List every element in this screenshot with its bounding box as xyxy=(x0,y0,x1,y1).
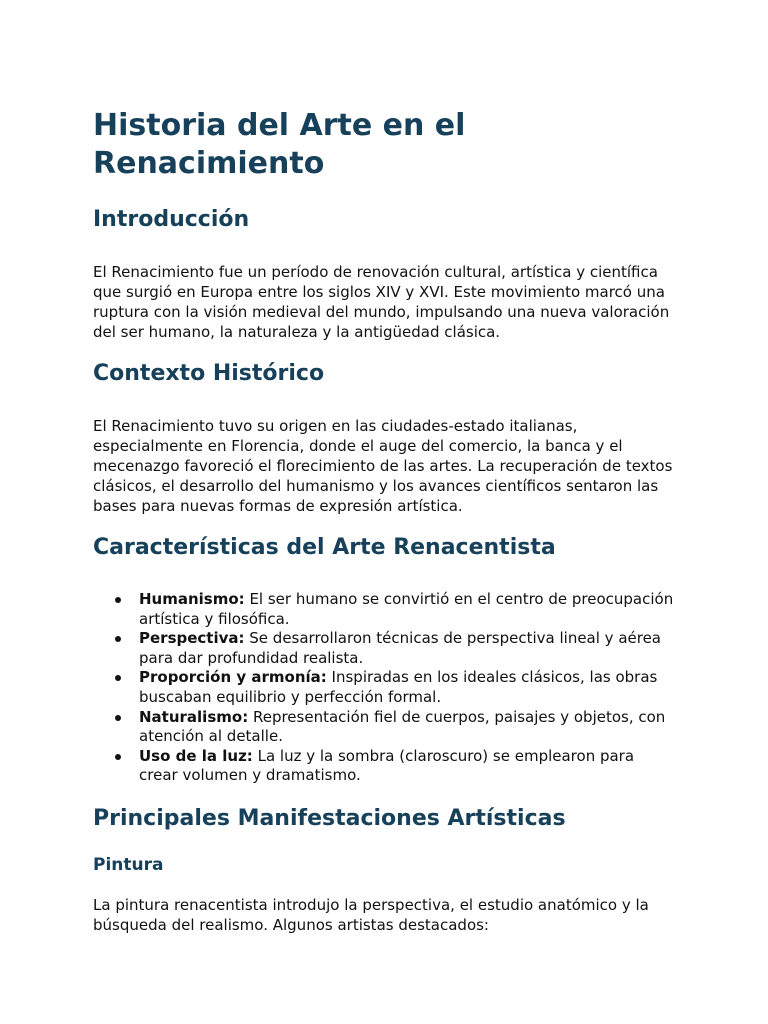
list-item xyxy=(93,629,676,668)
list-item xyxy=(93,590,676,629)
characteristics-list xyxy=(93,590,676,786)
subsection-heading-painting: Pintura xyxy=(93,854,164,875)
list-item-text: Se desarrollaron técnicas de perspectiva lineal y aérea para dar profundidad realista. xyxy=(139,629,661,667)
list-item-term: Humanismo: xyxy=(139,590,245,608)
list-item-term: Uso de la luz: xyxy=(139,746,253,765)
list-item xyxy=(93,708,676,747)
document-title: Historia del Arte en el Renacimiento xyxy=(93,108,466,181)
list-item-term: Naturalismo: xyxy=(139,707,249,726)
list-item-text: Representación fiel de cuerpos, paisajes y objetos, con atención al detalle. xyxy=(139,707,666,746)
section-heading-manifestations: Principales Manifestaciones Artísticas xyxy=(93,805,566,831)
list-item xyxy=(93,747,676,786)
list-item xyxy=(93,668,676,707)
painting-paragraph: La pintura renacentista introdujo la perspectiva, el estudio anatómico y la búsqueda del realismo. Algunos artistas destacados: xyxy=(93,895,649,934)
list-item-text: La luz y la sombra (claroscuro) se emplearon para crear volumen y dramatismo. xyxy=(139,746,635,785)
section-heading-characteristics: Características del Arte Renacentista xyxy=(93,535,556,560)
section-heading-context: Contexto Histórico xyxy=(93,361,325,386)
list-item-text: Inspiradas en los ideales clásicos, las obras buscaban equilibrio y perfección formal. xyxy=(139,668,658,706)
list-item-term: Perspectiva: xyxy=(139,629,245,648)
context-paragraph: El Renacimiento tuvo su origen en las ciudades-estado italianas, especialmente en Florencia, donde el auge del comercio, la banca y el mecenazgo favoreció el florecimiento de las artes. La recuperación de textos clásicos, el desarrollo del humanismo y los avances científicos sentaron las bases para nuevas formas de expresión artística. xyxy=(93,417,673,515)
section-heading-introduction: Introducción xyxy=(93,207,250,232)
list-item-text: El ser humano se convirtió en el centro de preocupación artística y filosófica. xyxy=(139,590,674,628)
introduction-paragraph: El Renacimiento fue un período de renovación cultural, artística y científica que surgió en Europa entre los siglos XIV y XVI. Este movimiento marcó una ruptura con la visión medieval del mundo, impulsando una nueva valoración del ser humano, la naturaleza y la antigüedad clásica. xyxy=(93,263,670,341)
list-item-term: Proporción y armonía: xyxy=(139,668,327,687)
